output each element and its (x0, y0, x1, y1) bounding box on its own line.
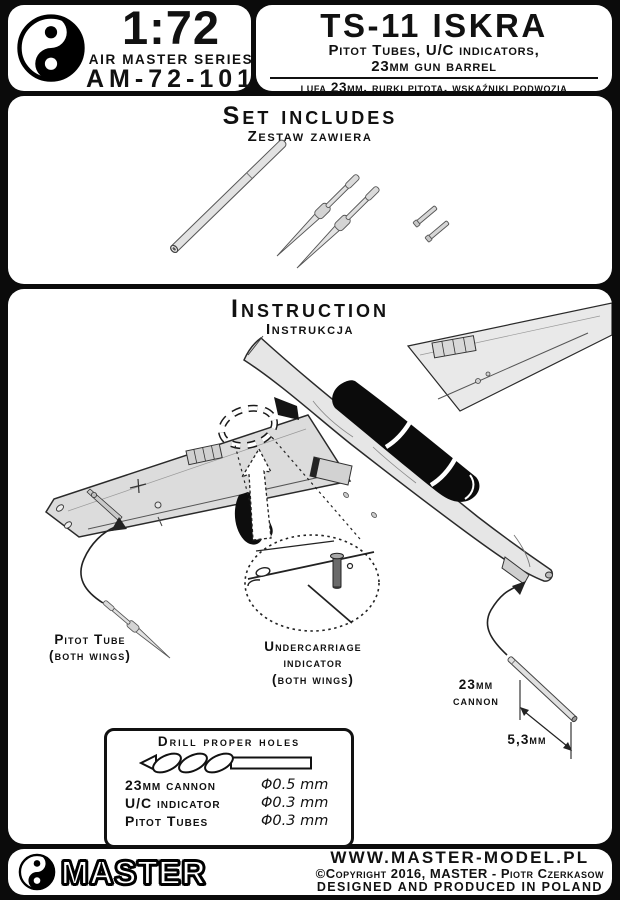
product-code: AM-72-101 (86, 65, 257, 94)
drill-row-cannon: 23mm cannon Φ0.5 mm (125, 776, 329, 793)
drill-row-uc: U/C indicator Φ0.3 mm (125, 794, 329, 811)
uc-pin-part-2 (425, 220, 450, 242)
brand-wordmark: MASTER (61, 853, 207, 891)
subtitle-polish: lufa 23mm, rurki pitota, wskaźniki podwozia (300, 80, 568, 96)
drill-bit-icon (139, 751, 319, 775)
set-includes-title-pl: Zestaw zawiera (247, 128, 373, 146)
drill-table-title: Drill proper holes (157, 734, 301, 749)
subtitle-line1: Pitot Tubes, U/C indicators, (328, 41, 540, 59)
copyright-line: ©Copyright 2016, MASTER - Piotr Czerkasow (315, 866, 604, 882)
header-left-panel (8, 0, 257, 94)
master-logo-icon-footer (18, 853, 56, 891)
left-wing (46, 415, 350, 537)
set-includes-panel (8, 96, 612, 284)
parts-illustration (8, 132, 612, 282)
subtitle-line2: 23mm gun barrel (371, 57, 497, 75)
cannon-length-label: 5,3mm (507, 732, 547, 747)
footer-panel (8, 849, 612, 895)
made-in-line: DESIGNED AND PRODUCED IN POLAND (316, 880, 603, 895)
cannon-callout-label: 23mm cannon (452, 677, 500, 709)
uc-pin-part-1 (413, 205, 438, 227)
product-title: TS-11 ISKRA (320, 7, 548, 44)
drill-row-pitot: Pitot Tubes Φ0.3 mm (125, 812, 329, 829)
website-url: WWW.MASTER-MODEL.PL (330, 848, 590, 868)
instruction-panel (8, 289, 612, 844)
set-includes-title: Set includes (222, 102, 398, 130)
instruction-title-pl: Instrukcja (265, 321, 354, 339)
magnifier-detail (245, 535, 379, 631)
master-logo-icon (16, 13, 86, 83)
cannon-arrow (487, 581, 526, 655)
subtitle-divider (270, 77, 598, 79)
instruction-title: Instruction (231, 295, 389, 323)
pitot-callout-label: Pitot Tube (both wings) (49, 632, 131, 664)
barrel-part (169, 139, 287, 254)
uc-callout-label: Undercarriage indicator (both wings) (264, 639, 362, 687)
header-right-panel (256, 5, 612, 96)
scale-text: 1:72 (121, 0, 221, 54)
cannon-part-callout (507, 656, 578, 723)
drill-table (104, 728, 354, 848)
series-text: AIR MASTER SERIES (88, 51, 254, 67)
